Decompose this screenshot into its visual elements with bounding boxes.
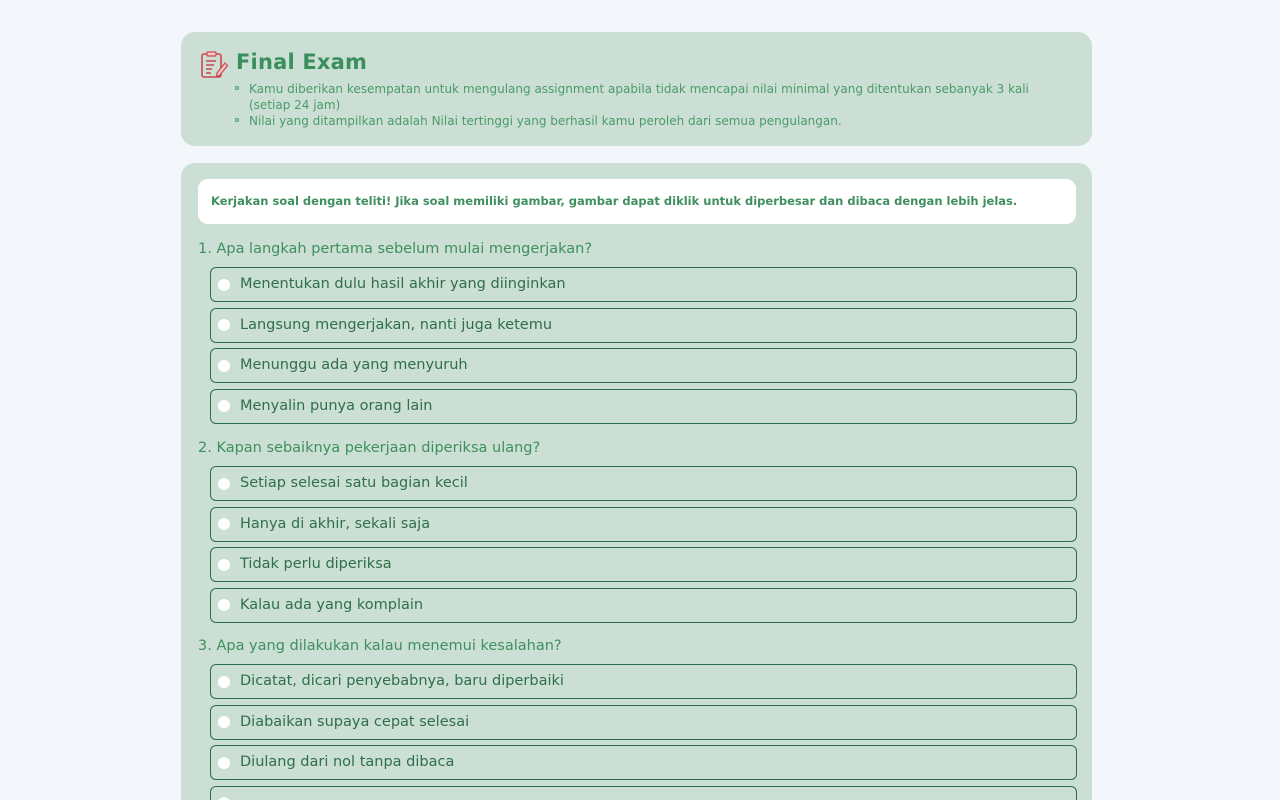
radio-button[interactable] — [218, 559, 230, 571]
question-2 — [198, 438, 1078, 623]
question-3 — [198, 636, 1078, 800]
exam-header-card — [181, 32, 1092, 146]
answer-label: Dicatat, dicari penyebabnya, baru diperbaiki — [240, 673, 564, 689]
answer-option[interactable] — [210, 308, 1077, 343]
checklist-icon — [199, 51, 229, 81]
answer-option[interactable] — [210, 348, 1077, 383]
answer-label: Diabaikan supaya cepat selesai — [240, 713, 470, 730]
exam-note-retake: Kamu diberikan kesempatan untuk mengulang assignment apabila tidak mencapai nilai minimal yang ditentukan sebanyak 3 kali (setiap 24 jam) — [249, 81, 1064, 113]
answer-option[interactable] — [210, 389, 1077, 424]
instruction-text: Kerjakan soal dengan teliti! Jika soal memiliki gambar, gambar dapat diklik untuk diperbesar dan dibaca dengan lebih jelas. — [211, 194, 1018, 208]
instruction-box — [198, 179, 1076, 224]
answer-label: Langsung mengerjakan, nanti juga ketemu — [240, 316, 553, 333]
answer-label: Diulang dari nol tanpa dibaca — [240, 754, 455, 770]
answer-label: Menyalin punya orang lain — [240, 397, 433, 414]
radio-button[interactable] — [218, 400, 230, 412]
answer-option[interactable] — [210, 664, 1077, 699]
radio-button[interactable] — [218, 676, 230, 688]
radio-button[interactable] — [218, 279, 230, 291]
answer-option[interactable] — [210, 745, 1077, 780]
radio-button[interactable] — [218, 319, 230, 331]
answer-label: Tidak perlu diperiksa — [240, 556, 392, 572]
answer-label: Kalau ada yang komplain — [240, 596, 424, 613]
answer-label: Setiap selesai satu bagian kecil — [240, 475, 468, 491]
answer-label: Menunggu ada yang menyuruh — [240, 357, 468, 373]
exam-title: Final Exam — [236, 50, 368, 74]
answer-option[interactable] — [210, 267, 1077, 302]
answer-option[interactable] — [210, 466, 1077, 501]
exam-note-score: Nilai yang ditampilkan adalah Nilai tertinggi yang berhasil kamu peroleh dari semua pengulangan. — [249, 113, 1064, 129]
answer-option[interactable] — [210, 547, 1077, 582]
answer-label: Hanya di akhir, sekali saja — [240, 515, 431, 532]
radio-button[interactable] — [218, 360, 230, 372]
exam-questions-card — [181, 163, 1092, 800]
radio-button[interactable] — [218, 599, 230, 611]
radio-button[interactable] — [218, 757, 230, 769]
answer-option[interactable] — [210, 786, 1077, 800]
answer-label: Menentukan dulu hasil akhir yang diinginkan — [240, 276, 566, 292]
answer-option[interactable] — [210, 705, 1077, 740]
question-title: 3. Apa yang dilakukan kalau menemui kesalahan? — [198, 638, 562, 654]
radio-button[interactable] — [218, 716, 230, 728]
radio-button[interactable] — [218, 478, 230, 490]
question-title: 1. Apa langkah pertama sebelum mulai mengerjakan? — [198, 241, 593, 257]
answer-option[interactable] — [210, 588, 1077, 623]
exam-notes-list — [249, 81, 1064, 129]
answer-option[interactable] — [210, 507, 1077, 542]
question-1 — [198, 239, 1078, 424]
question-title: 2. Kapan sebaiknya pekerjaan diperiksa ulang? — [198, 440, 541, 456]
radio-button[interactable] — [218, 518, 230, 530]
